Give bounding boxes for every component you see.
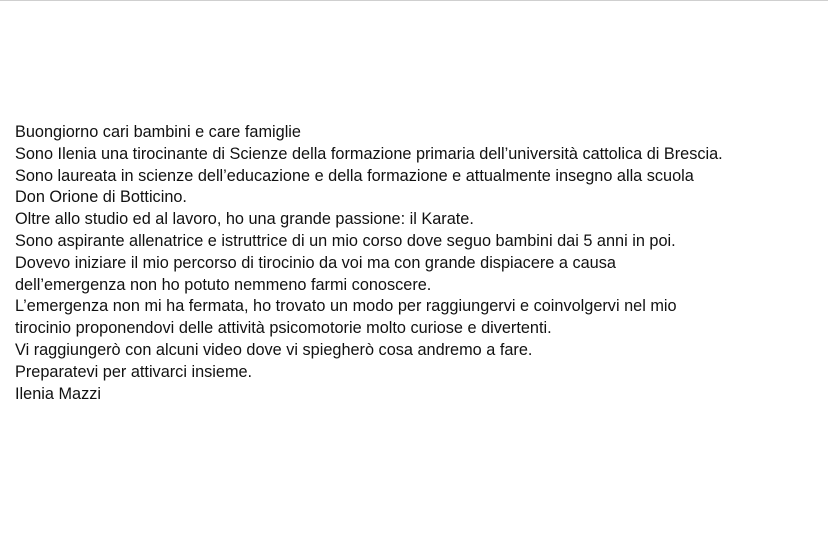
letter-line-passion: Oltre allo studio ed al lavoro, ho una grande passione: il Karate. (15, 210, 474, 229)
letter-line-karate-course: Sono aspirante allenatrice e istruttrice di un mio corso dove seguo bambini dai 5 anni in poi. (15, 231, 676, 250)
letter-line-closing: Preparatevi per attivarci insieme. (15, 362, 253, 381)
letter-line-reach-out: L’emergenza non mi ha fermata, ho trovato un modo per raggiungervi e coinvolgervi nel mio (15, 297, 677, 316)
letter-line-emergency: dell’emergenza non ho potuto nemmeno farmi conoscere. (15, 275, 432, 294)
letter-line-greeting: Buongiorno cari bambini e care famiglie (15, 123, 301, 141)
letter-signature: Ilenia Mazzi (15, 384, 101, 403)
letter-line-school: Don Orione di Botticino. (15, 188, 187, 207)
top-divider (0, 0, 828, 1)
letter-text (15, 122, 825, 405)
letter-line-education: Sono laureata in scienze dell’educazione e della formazione e attualmente insegno alla scuola (15, 166, 694, 185)
letter-line-videos: Vi raggiungerò con alcuni video dove vi spiegherò cosa andremo a fare. (15, 340, 533, 359)
letter-line-introduction: Sono Ilenia una tirocinante di Scienze della formazione primaria dell’università cattolica di Brescia. (15, 144, 723, 163)
letter-line-activities: tirocinio proponendovi delle attività psicomotorie molto curiose e divertenti. (15, 319, 552, 338)
letter-line-internship-start: Dovevo iniziare il mio percorso di tirocinio da voi ma con grande dispiacere a causa (15, 253, 616, 272)
